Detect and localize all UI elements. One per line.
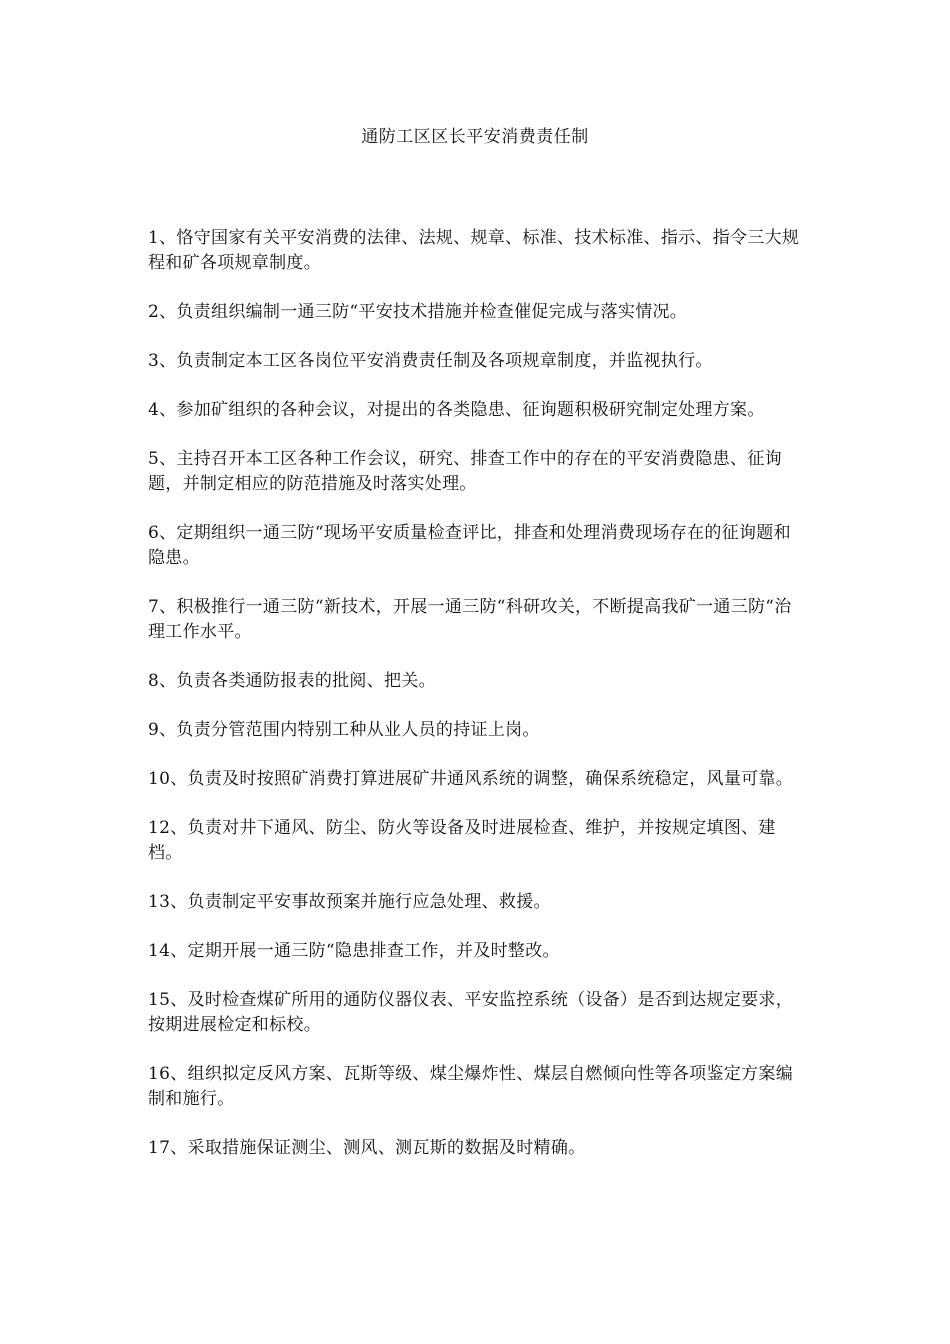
list-item: 17、采取措施保证测尘、测风、测瓦斯的数据及时精确。 [148, 1138, 586, 1158]
list-item: 7、积极推行一通三防“新技术，开展一通三防“科研攻关，不断提高我矿一通三防“治理工作水平。 [148, 597, 792, 642]
list-item: 1、恪守国家有关平安消费的法律、法规、规章、标准、技术标准、指示、指令三大规程和矿各项规章制度。 [148, 228, 800, 273]
list-item: 5、主持召开本工区各种工作会议，研究、排查工作中的存在的平安消费隐患、征询题，并制定相应的防范措施及时落实处理。 [148, 449, 782, 494]
list-item: 6、定期组织一通三防“现场平安质量检查评比，排查和处理消费现场存在的征询题和隐患。 [148, 523, 791, 568]
list-item: 10、负责及时按照矿消费打算进展矿井通风系统的调整，确保系统稳定，风量可靠。 [148, 769, 794, 789]
document-title: 通防工区区长平安消费责任制 [361, 127, 589, 147]
list-item: 3、负责制定本工区各岗位平安消费责任制及各项规章制度，并监视执行。 [148, 351, 713, 371]
list-item: 13、负责制定平安事故预案并施行应急处理、救援。 [148, 892, 551, 912]
list-item: 16、组织拟定反风方案、瓦斯等级、煤尘爆炸性、煤层自燃倾向性等各项鉴定方案编制和施行。 [148, 1064, 794, 1109]
list-item: 14、定期开展一通三防“隐患排查工作，并及时整改。 [148, 941, 560, 961]
responsibility-list [148, 226, 804, 1185]
list-item: 15、及时检查煤矿所用的通防仪器仪表、平安监控系统（设备）是否到达规定要求，按期进展检定和标校。 [148, 990, 794, 1035]
list-item: 2、负责组织编制一通三防“平安技术措施并检查催促完成与落实情况。 [148, 302, 688, 322]
list-item: 12、负责对井下通风、防尘、防火等设备及时进展检查、维护，并按规定填图、建档。 [148, 818, 776, 863]
list-item: 8、负责各类通防报表的批阅、把关。 [148, 671, 436, 691]
list-item: 9、负责分管范围内特别工种从业人员的持证上岗。 [148, 720, 540, 740]
list-item: 4、参加矿组织的各种会议，对提出的各类隐患、征询题积极研究制定处理方案。 [148, 400, 765, 420]
